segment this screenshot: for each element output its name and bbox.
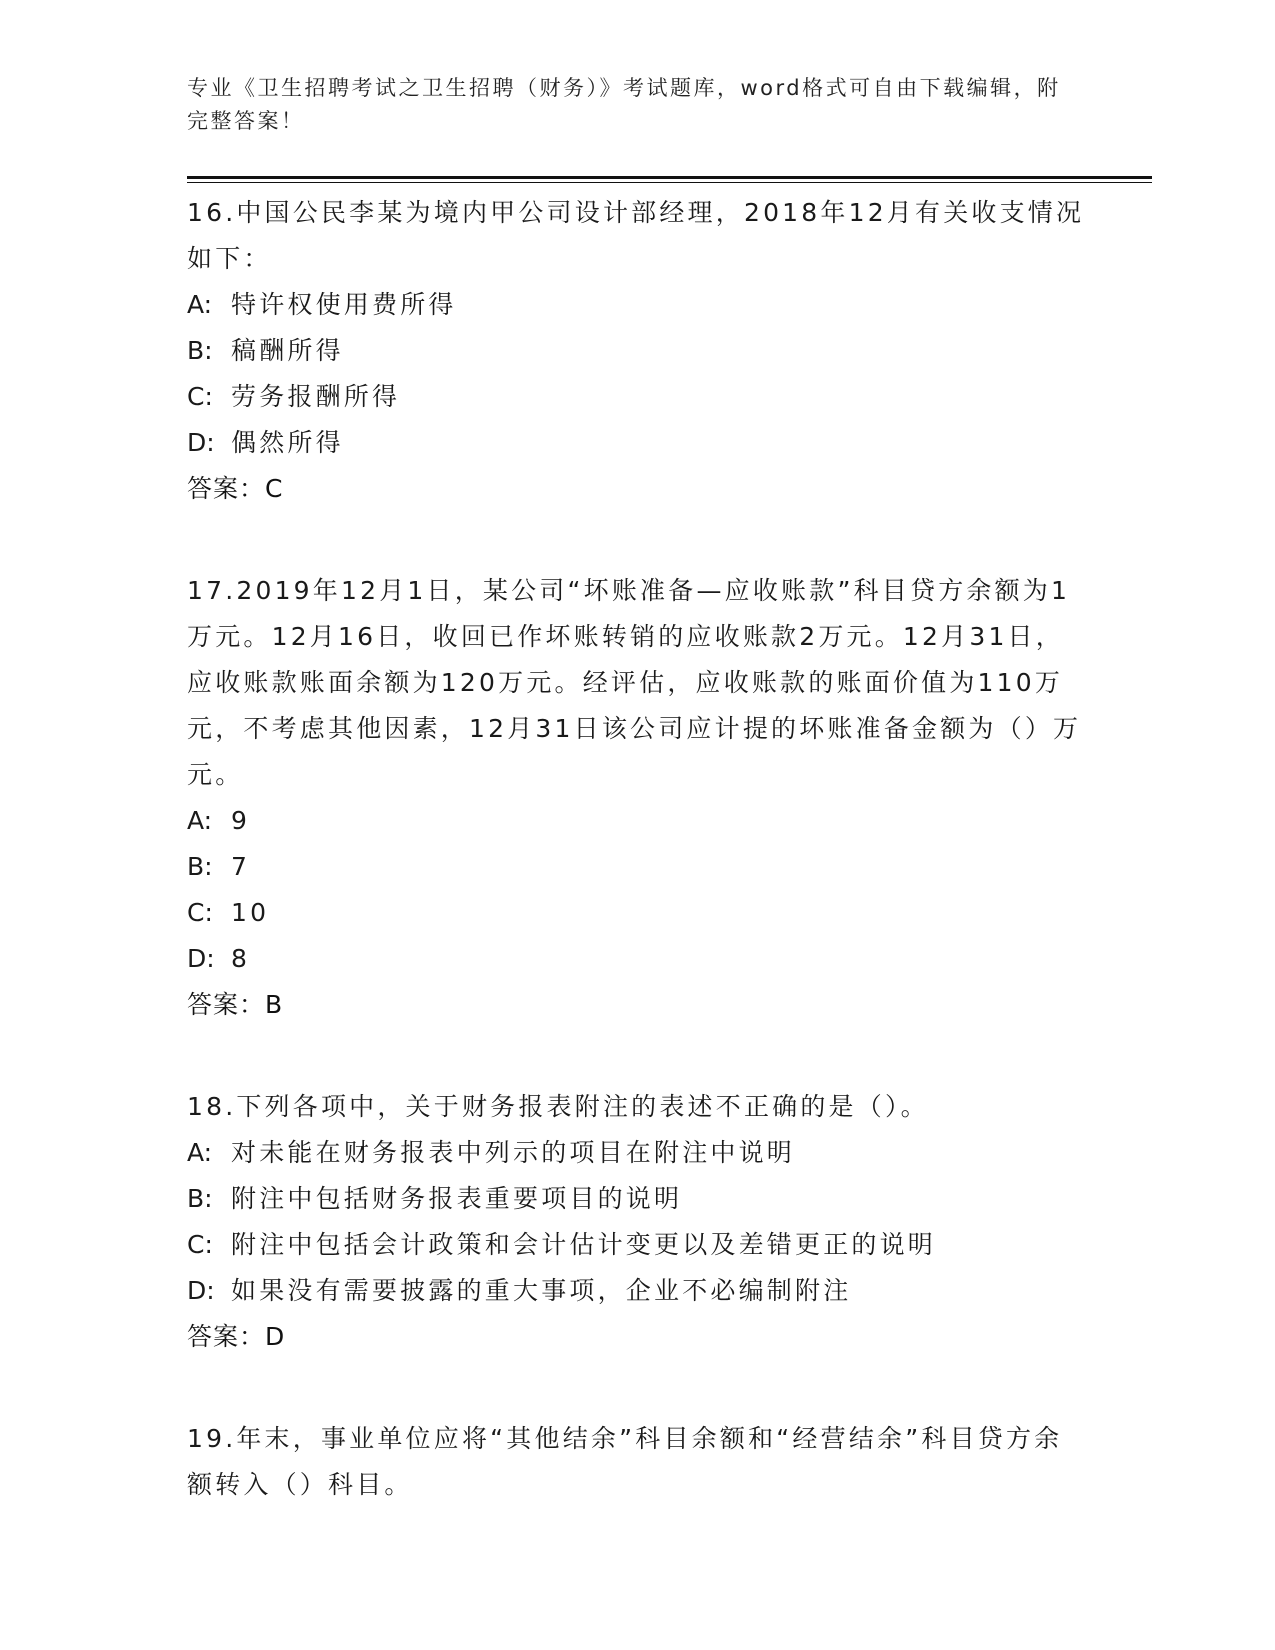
option-letter: B: [187, 336, 213, 365]
option-d [187, 1268, 1087, 1314]
question-17 [187, 568, 1087, 1028]
option-a [187, 282, 1087, 328]
option-letter: A: [187, 290, 213, 319]
option-c [187, 890, 1087, 936]
option-c [187, 374, 1087, 420]
option-letter: C: [187, 898, 213, 927]
question-list [187, 190, 1087, 1564]
option-letter: C: [187, 1230, 213, 1259]
question-stem: 19.年末，事业单位应将“其他结余”科目余额和“经营结余”科目贷方余额转入（）科目。 [187, 1424, 1063, 1499]
answer-line: 答案：B [187, 990, 284, 1019]
option-text: 偶然所得 [231, 428, 344, 457]
option-letter: D: [187, 1276, 215, 1305]
option-b [187, 844, 1087, 890]
option-letter: A: [187, 1138, 213, 1167]
option-text: 附注中包括财务报表重要项目的说明 [231, 1184, 683, 1213]
header-divider-thick [187, 176, 1152, 179]
option-text: 特许权使用费所得 [231, 290, 457, 319]
option-a [187, 1130, 1087, 1176]
option-text: 劳务报酬所得 [231, 382, 401, 411]
option-letter: D: [187, 944, 215, 973]
option-letter: B: [187, 1184, 213, 1213]
option-text: 稿酬所得 [231, 336, 344, 365]
header-divider-thin [187, 182, 1152, 183]
question-stem: 16.中国公民李某为境内甲公司设计部经理，2018年12月有关收支情况如下： [187, 198, 1085, 273]
option-letter: D: [187, 428, 215, 457]
option-text: 9 [231, 806, 251, 835]
option-text: 10 [231, 898, 270, 927]
question-19 [187, 1416, 1087, 1508]
document-header: 专业《卫生招聘考试之卫生招聘（财务）》考试题库，word格式可自由下载编辑，附完整答案！ [187, 76, 1061, 133]
option-b [187, 328, 1087, 374]
option-c [187, 1222, 1087, 1268]
option-d [187, 420, 1087, 466]
answer-line: 答案：D [187, 1322, 286, 1351]
option-b [187, 1176, 1087, 1222]
option-text: 如果没有需要披露的重大事项，企业不必编制附注 [231, 1276, 852, 1305]
option-letter: C: [187, 382, 213, 411]
option-text: 7 [231, 852, 251, 881]
option-a [187, 798, 1087, 844]
question-stem: 17.2019年12月1日，某公司“坏账准备—应收账款”科目贷方余额为1万元。12月16日，收回已作坏账转销的应收账款2万元。12月31日，应收账款账面余额为120万元。经评估，应收账款的账面价值为110万元，不考虑其他因素，12月31日该公司应计提的坏账准备金额为（）万元。 [187, 576, 1082, 789]
option-text: 附注中包括会计政策和会计估计变更以及差错更正的说明 [231, 1230, 937, 1259]
question-16 [187, 190, 1087, 512]
option-d [187, 936, 1087, 982]
option-letter: B: [187, 852, 213, 881]
question-stem: 18.下列各项中，关于财务报表附注的表述不正确的是（）。 [187, 1092, 929, 1121]
question-18 [187, 1084, 1087, 1360]
option-letter: A: [187, 806, 213, 835]
option-text: 8 [231, 944, 251, 973]
answer-line: 答案：C [187, 474, 284, 503]
option-text: 对未能在财务报表中列示的项目在附注中说明 [231, 1138, 796, 1167]
